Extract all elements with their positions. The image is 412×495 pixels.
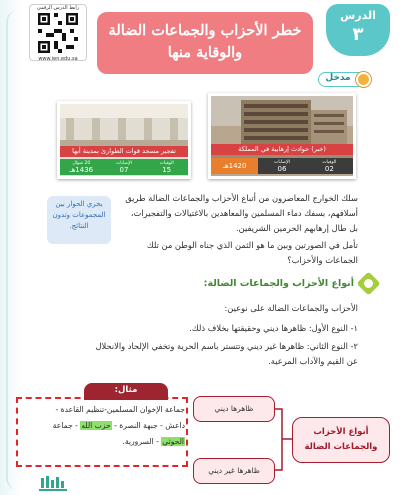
photo-a-stat-year: 1420هـ: [211, 158, 258, 174]
section-dot-icon: [364, 279, 373, 288]
intro-label: مدخل: [325, 73, 351, 83]
highlight-houthi: الحوثي: [162, 437, 184, 446]
types-intro: الأحزاب والجماعات الضالة على نوعين:: [224, 303, 358, 313]
activity-note: يجري الحوار بين المجموعات وتدون النتائج.: [52, 200, 106, 230]
lesson-badge-label: الدرس: [340, 9, 376, 22]
qr-caption: رابط الدرس الرقمي: [36, 5, 80, 11]
type-one: ١- النوع الأول: ظاهرها ديني وحقيقتها بخلاف ذلك.: [189, 323, 358, 333]
intro-dot-icon: [356, 72, 371, 87]
photo-b-stats: [60, 159, 188, 175]
photo-a-stat-deaths: الوفيات 02: [306, 158, 353, 174]
diagram-root-label: أنواع الأحزاب والجماعات الضالة: [304, 427, 378, 452]
example-tag-label: مثال:: [114, 385, 138, 395]
lesson-title-line-1: خطر الأحزاب والجماعات الضالة: [108, 22, 302, 39]
diagram-branch-religious-label: ظاهرها ديني: [214, 404, 254, 413]
intro-paragraph: سلك الخوارج المعاصرون من أتباع الأحزاب والجماعات الضالة طريق أسلافهم، بسفك دماء المسلمين والمعاهدين بالاغتيالات والتفجيرات، بل طال إرهابهم الحرمين الشريفين.: [125, 193, 358, 233]
lesson-title-line-2: والوقاية منها: [167, 44, 243, 61]
photo-a-caption: (خبر) حوادث إرهابية في المملكة: [211, 144, 353, 155]
photo-b-stat-date: 20 شوال 1436هـ: [60, 159, 103, 175]
photo-b-stat-injuries: الإصابات 07: [103, 159, 146, 175]
qr-code-icon[interactable]: [38, 13, 78, 53]
lesson-title: [97, 20, 313, 64]
photo-b-caption: تفجير مسجد قوات الطوارئ بمدينة أبها: [60, 146, 188, 157]
photo-a-stats: [211, 158, 353, 174]
reflection-question: تأمل في الصورتين وبين ما هو الثمن الذي جناه الوطن من تلك الجماعات والأحزاب؟: [146, 240, 358, 265]
photo-bombed-building: [208, 93, 356, 179]
qr-url[interactable]: www.ien.edu.sa: [38, 56, 78, 62]
ministry-logo-icon: [39, 474, 69, 492]
diagram-branch-nonreligious-label: ظاهرها غير ديني: [208, 466, 260, 475]
photo-a-stat-injuries: الإصابات 06: [258, 158, 305, 174]
type-two: ٢- النوع الثاني: ظاهرها غير ديني وتتستر باسم الحرية وتخفي الإلحاد والانحلال عن القيم والآداب المرعية.: [95, 341, 358, 366]
example-text: جماعة الإخوان المسلمين-تنظيم القاعدة - داعش - جبهة النصرة - حزب الله - جماعة الحوثي - السرورية.: [52, 405, 185, 446]
photo-mosque-bombing: [57, 101, 191, 179]
photo-b-stat-deaths: الوفيات 15: [145, 159, 188, 175]
section-heading: أنواع الأحزاب والجماعات الضالة:: [203, 278, 354, 289]
highlight-hezbollah: حزب الله: [81, 421, 111, 430]
lesson-badge-number: ٣: [352, 24, 364, 45]
